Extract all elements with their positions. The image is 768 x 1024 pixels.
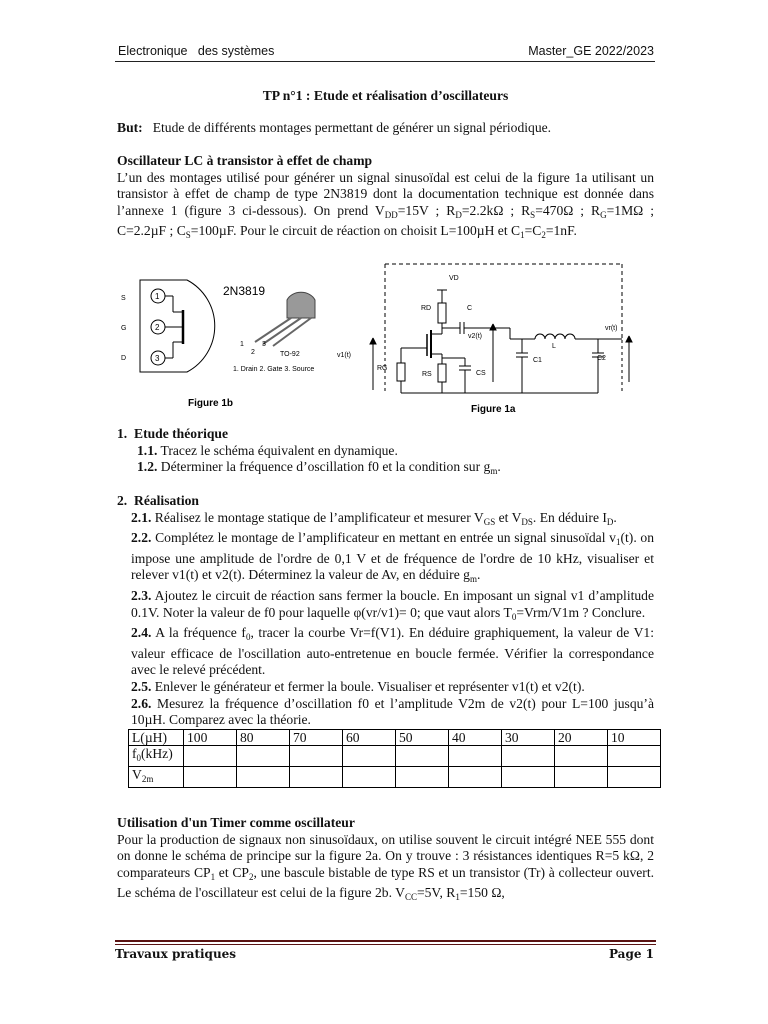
etude-q12: 1.2. Déterminer la fréquence d’oscillation f0 et la condition sur $g_m$. bbox=[137, 459, 501, 477]
table-cell: 40 bbox=[449, 730, 502, 746]
table-header-l: L(µH) bbox=[129, 730, 184, 746]
pin-num-1: 1 bbox=[155, 292, 160, 301]
figure-1b-caption: Figure 1b bbox=[188, 398, 234, 409]
page-header bbox=[118, 40, 654, 62]
timer-section bbox=[117, 815, 654, 906]
table-cell: 70 bbox=[290, 730, 343, 746]
realisation-heading: 2. Réalisation bbox=[117, 493, 199, 508]
goal-text: Etude de différents montages permettant de générer un signal périodique. bbox=[152, 120, 552, 135]
table-cell: 30 bbox=[502, 730, 555, 746]
pin-legend: 1. Drain 2. Gate 3. Source bbox=[233, 366, 315, 373]
table-cell: 100 bbox=[184, 730, 237, 746]
footer-label: Travaux pratiques bbox=[115, 947, 237, 961]
label-vr: vr(t) bbox=[605, 325, 618, 332]
real-q24: 2.4. A la fréquence $f_0$, tracer la courbe Vr=f(V1). En déduire graphiquement, la valeur de V1: valeur efficace de l'oscillation auto-entretenue en boucle fermée. Vérifier la correspondance avec le relevé précédent. bbox=[131, 625, 654, 678]
etude-heading: 1. Etude théorique bbox=[117, 426, 229, 441]
pin-label-d: D bbox=[121, 355, 127, 362]
real-q23: 2.3. Ajoutez le circuit de réaction sans fermer la boucle. En imposant un signal v1 d’amplitude 0.1V. Noter la valeur de f0 pour laquelle φ(vr/v1)= 0; que vaut alors $T_0=Vrm/V1m$ ? Conclure. bbox=[131, 587, 655, 622]
table-cell: 20 bbox=[555, 730, 608, 746]
label-rg: RG bbox=[377, 365, 388, 372]
label-c2: C2 bbox=[597, 355, 606, 362]
timer-heading: Utilisation d'un Timer comme oscillateur bbox=[117, 815, 355, 830]
table-header-v2m: $V_{2m}$ bbox=[129, 767, 184, 788]
section-lc-oscillator bbox=[117, 153, 654, 244]
table-cell: 60 bbox=[343, 730, 396, 746]
table-cell: 80 bbox=[237, 730, 290, 746]
part-number: 2N3819 bbox=[223, 284, 266, 298]
real-q22: 2.2. Complétez le montage de l’amplificateur en mettant en entrée un signal sinusoïdal $v_1(t)$. on impose une amplitude de l'ordre de 0,1 V et de fréquence de l'ordre de 10 kHz, visualiser et relever v1(t) et v2(t). Déterminez la valeur de Av, en déduire $g_m$. bbox=[131, 530, 654, 585]
section-lc-text: L’un des montages utilisé pour générer un signal sinusoïdal est celui de la figure 1a utilisant un transistor à effet de champ de type 2N3819 dont la documentation technique est donnée dans l’annexe 1 (figure 3 ci-dessous). On prend $V_{DD}=15V$ ; $R_D=2.2k\Omega$ ; $R_S=470\Omega$ ; $R_G=1M\Omega$ ; C=2.2µF ; $C_S=100\mu F$. Pour le circuit de réaction on choisit L=100µH et $C_1=C_2=1nF$. bbox=[117, 169, 654, 241]
real-q26: 2.6. Mesurez la fréquence d’oscillation f0 et l’amplitude V2m de v2(t) pour L=100 jusqu’à 10µH. Comparez avec la théorie. bbox=[131, 695, 654, 728]
pin-num-2: 2 bbox=[155, 323, 160, 332]
pin-label-s: S bbox=[121, 295, 126, 302]
measurement-table bbox=[128, 729, 661, 788]
table-cell: 10 bbox=[608, 730, 661, 746]
package-label: TO-92 bbox=[280, 351, 300, 358]
svg-text:3: 3 bbox=[262, 341, 266, 348]
table-row-v2m bbox=[129, 767, 661, 788]
label-rd: RD bbox=[421, 305, 432, 312]
label-c1: C1 bbox=[533, 357, 542, 364]
svg-text:1: 1 bbox=[240, 341, 244, 348]
header-program: Master_GE 2022/2023 bbox=[528, 44, 654, 58]
page-number: Page 1 bbox=[608, 947, 654, 961]
header-course: Electronique des systèmes bbox=[118, 44, 275, 58]
label-c: C bbox=[467, 305, 473, 312]
table-header-f0: $f_0(kHz)$ bbox=[129, 746, 184, 767]
goal-label: But: bbox=[117, 120, 143, 135]
pin-num-3: 3 bbox=[155, 354, 160, 363]
table-cell: 50 bbox=[396, 730, 449, 746]
label-v1: v1(t) bbox=[337, 352, 351, 359]
real-q25: 2.5. Enlever le générateur et fermer la boule. Visualiser et représenter v1(t) et v2(t). bbox=[131, 678, 585, 694]
timer-text: Pour la production de signaux non sinusoïdaux, on utilise souvent le circuit intégré NEE 555 dont on donne le schéma de principe sur la figure 2a. On y trouve : 3 résistances identiques R=5 kΩ, 2 comparateurs $CP_1$ et $CP_2$, une bascule bistable de type RS et un transistor (Tr) à collecteur ouvert. Le schéma de l'oscillateur est celui de la figure 2b. $V_{CC}=5V$, $R_1=150$ Ω, bbox=[117, 831, 654, 903]
footer-rule bbox=[115, 940, 656, 945]
label-v2: v2(t) bbox=[468, 333, 482, 340]
realisation-section bbox=[117, 493, 654, 729]
figure-1b bbox=[115, 272, 345, 412]
section-lc-heading: Oscillateur LC à transistor à effet de champ bbox=[117, 153, 373, 168]
etude-section bbox=[117, 426, 654, 480]
label-vd: VD bbox=[449, 275, 459, 282]
table-row-f0 bbox=[129, 746, 661, 767]
figure-1a-caption: Figure 1a bbox=[471, 404, 516, 415]
label-l: L bbox=[552, 343, 556, 350]
svg-text:2: 2 bbox=[251, 349, 255, 356]
table-row-l bbox=[129, 730, 661, 746]
figure-1a bbox=[335, 258, 635, 416]
header-rule bbox=[115, 61, 655, 62]
real-q21: 2.1. Réalisez le montage statique de l’amplificateur et mesurer $V_{GS}$ et $V_{DS}$. En déduire $I_D$. bbox=[131, 509, 617, 527]
label-rs: RS bbox=[422, 371, 432, 378]
label-cs: CS bbox=[476, 370, 486, 377]
goal-line bbox=[117, 120, 551, 137]
page-title: TP n°1 : Etude et réalisation d’oscillateurs bbox=[262, 88, 509, 103]
pin-label-g: G bbox=[121, 325, 127, 332]
etude-q11: 1.1. Tracez le schéma équivalent en dynamique. bbox=[137, 442, 398, 458]
